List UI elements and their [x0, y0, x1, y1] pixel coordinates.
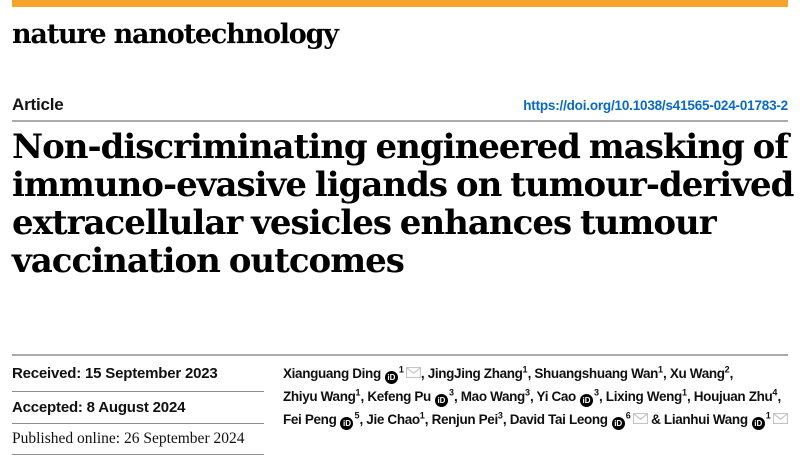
- affiliation-superscript: 6: [625, 410, 631, 421]
- journal-logo[interactable]: nature nanotechnology: [12, 19, 338, 50]
- history-dates: [12, 356, 264, 455]
- author-name: Jie Chao: [366, 412, 420, 427]
- affiliation-superscript: 1: [398, 364, 404, 375]
- author-name: David Tai Leong: [509, 412, 608, 427]
- affiliation-superscript: 3: [593, 387, 599, 398]
- envelope-icon[interactable]: [633, 408, 648, 431]
- affiliation-superscript: 2: [724, 364, 730, 375]
- affiliation-superscript: 1: [355, 387, 361, 398]
- author-name: Renjun Pei: [431, 412, 498, 427]
- title-line: Non-discriminating engineered masking of: [12, 127, 788, 167]
- received-date: Received: 15 September 2023: [12, 356, 264, 392]
- title-line: extracellular vesicles enhances tumour: [12, 203, 716, 243]
- author-name: JingJing Zhang: [427, 366, 523, 381]
- author-name: Xu Wang: [669, 366, 725, 381]
- affiliation-superscript: 4: [772, 387, 778, 398]
- author-separator: ,: [598, 389, 606, 404]
- author-name: Mao Wang: [460, 389, 525, 404]
- author-separator: ,: [663, 366, 670, 381]
- orcid-icon[interactable]: iD: [580, 394, 593, 407]
- doi-link[interactable]: https://doi.org/10.1038/s41565-024-01783-2: [523, 98, 788, 113]
- header-row: [12, 95, 788, 115]
- author-separator: ,: [360, 389, 368, 404]
- author-line: [283, 408, 788, 431]
- orcid-icon[interactable]: iD: [340, 417, 353, 430]
- author-name: Lianhui Wang: [663, 412, 748, 427]
- author-separator: ,: [420, 366, 428, 381]
- author-separator: ,: [527, 366, 535, 381]
- affiliation-superscript: 3: [497, 410, 503, 421]
- author-separator: ,: [529, 389, 537, 404]
- author-separator: &: [647, 412, 664, 427]
- brand-accent-bar: [12, 0, 788, 7]
- meta-section: [12, 354, 788, 455]
- affiliation-superscript: 3: [448, 387, 454, 398]
- author-list: [283, 356, 788, 455]
- author-name: Xianguang Ding: [283, 366, 381, 381]
- affiliation-superscript: 3: [524, 387, 530, 398]
- author-name: Lixing Weng: [605, 389, 682, 404]
- orcid-icon[interactable]: iD: [435, 394, 448, 407]
- header-divider: [12, 120, 788, 122]
- affiliation-superscript: 5: [354, 410, 360, 421]
- author-line: [283, 362, 788, 385]
- envelope-icon[interactable]: [773, 408, 788, 431]
- author-separator: ,: [729, 366, 734, 381]
- affiliation-superscript: 1: [765, 410, 771, 421]
- article-type-label: Article: [12, 95, 64, 114]
- author-line: [283, 385, 788, 408]
- affiliation-superscript: 1: [419, 410, 425, 421]
- author-name: Zhiyu Wang: [283, 389, 356, 404]
- author-separator: ,: [686, 389, 694, 404]
- orcid-icon[interactable]: iD: [385, 371, 398, 384]
- author-name: Kefeng Pu: [367, 389, 431, 404]
- author-separator: ,: [453, 389, 461, 404]
- author-name: Fei Peng: [283, 412, 337, 427]
- author-separator: ,: [424, 412, 432, 427]
- published-date: Published online: 26 September 2024: [12, 424, 264, 455]
- article-title: [12, 127, 794, 281]
- author-name: Shuangshuang Wan: [534, 366, 659, 381]
- title-line: vaccination outcomes: [12, 241, 404, 281]
- author-name: Yi Cao: [536, 389, 576, 404]
- affiliation-superscript: 1: [681, 387, 687, 398]
- orcid-icon[interactable]: iD: [612, 417, 625, 430]
- author-separator: ,: [502, 412, 510, 427]
- accepted-date: Accepted: 8 August 2024: [12, 392, 264, 424]
- orcid-icon[interactable]: iD: [752, 417, 765, 430]
- title-line: immuno-evasive ligands on tumour-derived: [12, 165, 794, 205]
- envelope-icon[interactable]: [406, 362, 421, 385]
- affiliation-superscript: 1: [522, 364, 528, 375]
- affiliation-superscript: 1: [658, 364, 664, 375]
- author-separator: ,: [777, 389, 781, 404]
- author-separator: ,: [359, 412, 367, 427]
- author-name: Houjuan Zhu: [693, 389, 773, 404]
